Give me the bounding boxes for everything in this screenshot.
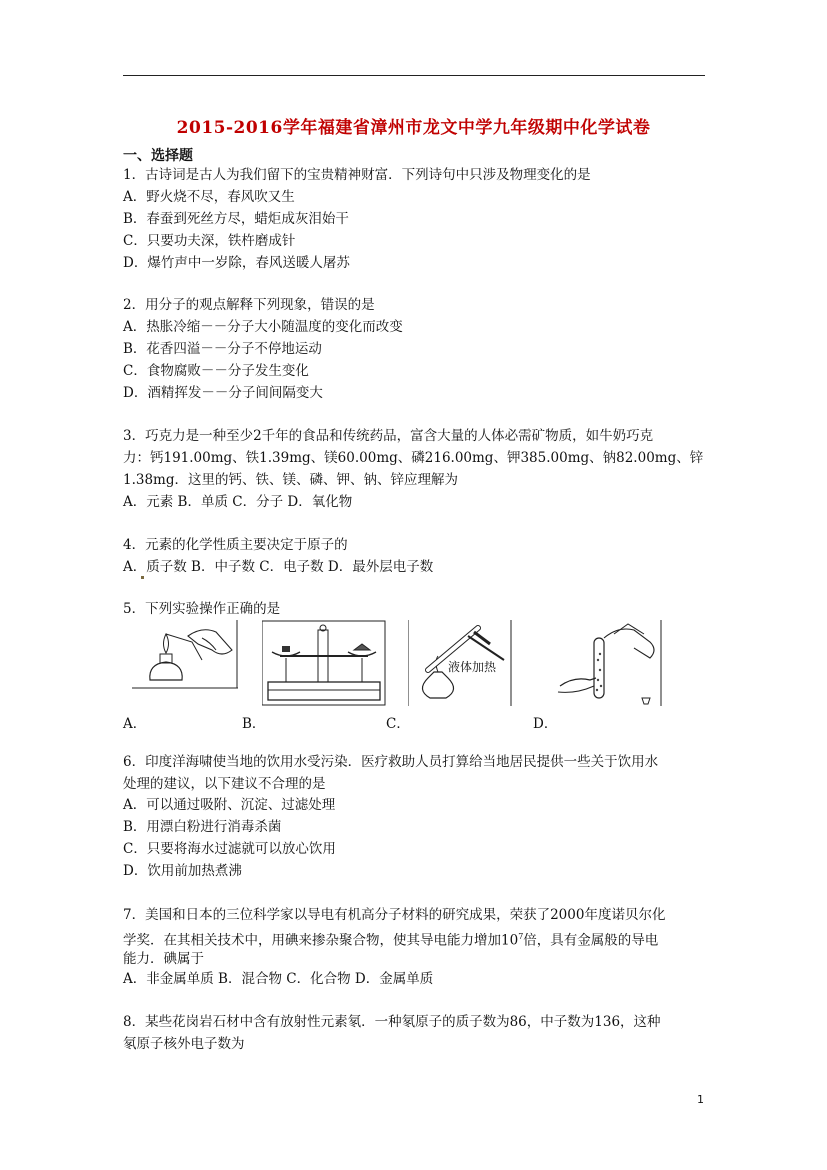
q5-stem: 5．下列实验操作正确的是 [123,601,281,617]
q5-label-c: C． [386,716,410,732]
q1-stem: 1．古诗词是古人为我们留下的宝贵精神财富．下列诗句中只涉及物理变化的是 [123,167,591,183]
q6-option-b: B．用漂白粉进行消毒杀菌 [123,819,282,835]
figure-c-caption: 液体加热 [448,660,497,674]
q3-options: A．元素 B．单质 C．分子 D．氧化物 [123,494,353,510]
figure-b-balance [262,620,386,706]
figure-c-liquid-heating [408,620,512,706]
q6-option-d: D．饮用前加热煮沸 [123,863,242,879]
q2-stem: 2．用分子的观点解释下列现象，错误的是 [123,297,375,313]
q2-option-b: B．花香四溢－－分子不停地运动 [123,341,322,357]
q1-option-a: A．野火烧不尽，春风吹又生 [123,189,295,205]
q4-stem: 4．元素的化学性质主要决定于原子的 [123,537,348,553]
section-heading: 一、选择题 [123,148,193,164]
q5-label-b: B． [242,716,266,732]
q7-options: A．非金属单质 B．混合物 C．化合物 D．金属单质 [123,971,434,987]
q2-option-a: A．热胀冷缩－－分子大小随温度的变化而改变 [123,319,403,335]
q1-option-b: B．春蚕到死丝方尽，蜡炬成灰泪始干 [123,211,349,227]
q4-options: A．质子数 B．中子数 C．电子数 D．最外层电子数 [123,559,434,575]
q6-stem-line1: 6．印度洋海啸使当地的饮用水受污染．医疗救助人员打算给当地居民提供一些关于饮用水 [123,754,659,770]
q7-stem-line2-end: 倍，具有金属般的导电 [523,932,659,949]
q7-stem-line3: 能力．碘属于 [123,951,204,967]
q1-option-c: C．只要功夫深，铁杵磨成针 [123,233,296,249]
figure-d-pouring [554,620,662,706]
q8-stem-line1: 8．某些花岗岩石材中含有放射性元素氡．一种氡原子的质子数为86，中子数为136，这种 [123,1014,661,1030]
q6-option-a: A．可以通过吸附、沉淀、过滤处理 [123,797,336,813]
q7-stem-line2-start: 学奖．在其相关技术中，用碘来掺杂聚合物，使其导电能力增加10 [123,932,519,949]
q5-label-d: D． [533,716,558,732]
q3-stem-line3: 1.38mg．这里的钙、铁、镁、磷、钾、钠、锌应理解为 [123,472,459,488]
q2-option-d: D．酒精挥发－－分子间间隔变大 [123,385,323,401]
q6-stem-line2: 处理的建议，以下建议不合理的是 [123,776,326,792]
q3-stem-line1: 3．巧克力是一种至少2千年的食品和传统药品，富含大量的人体必需矿物质，如牛奶巧克 [123,428,654,444]
q7-stem-line2 [123,928,658,950]
q6-option-c: C．只要将海水过滤就可以放心饮用 [123,841,336,857]
q7-exponent: 7 [518,932,524,941]
q3-stem-line2: 力：钙191.00mg、铁1.39mg、镁60.00mg、磷216.00mg、钾385.00mg、钠82.00mg、锌 [123,450,704,466]
header-rule [123,75,705,76]
q7-stem-line1: 7．美国和日本的三位科学家以导电有机高分子材料的研究成果，荣获了2000年度诺贝尔化 [123,907,666,923]
q1-option-d: D．爆竹声中一岁除，春风送暖人屠苏 [123,255,350,271]
page-number: 1 [697,1093,704,1106]
page-title: 2015-2016学年福建省漳州市龙文中学九年级期中化学试卷 [176,118,651,138]
q5-label-a: A． [123,716,147,732]
q2-option-c: C．食物腐败－－分子发生变化 [123,363,309,379]
figure-a-alcohol-lamp [132,620,238,706]
print-speck [141,576,144,579]
q8-stem-line2: 氡原子核外电子数为 [123,1036,245,1052]
